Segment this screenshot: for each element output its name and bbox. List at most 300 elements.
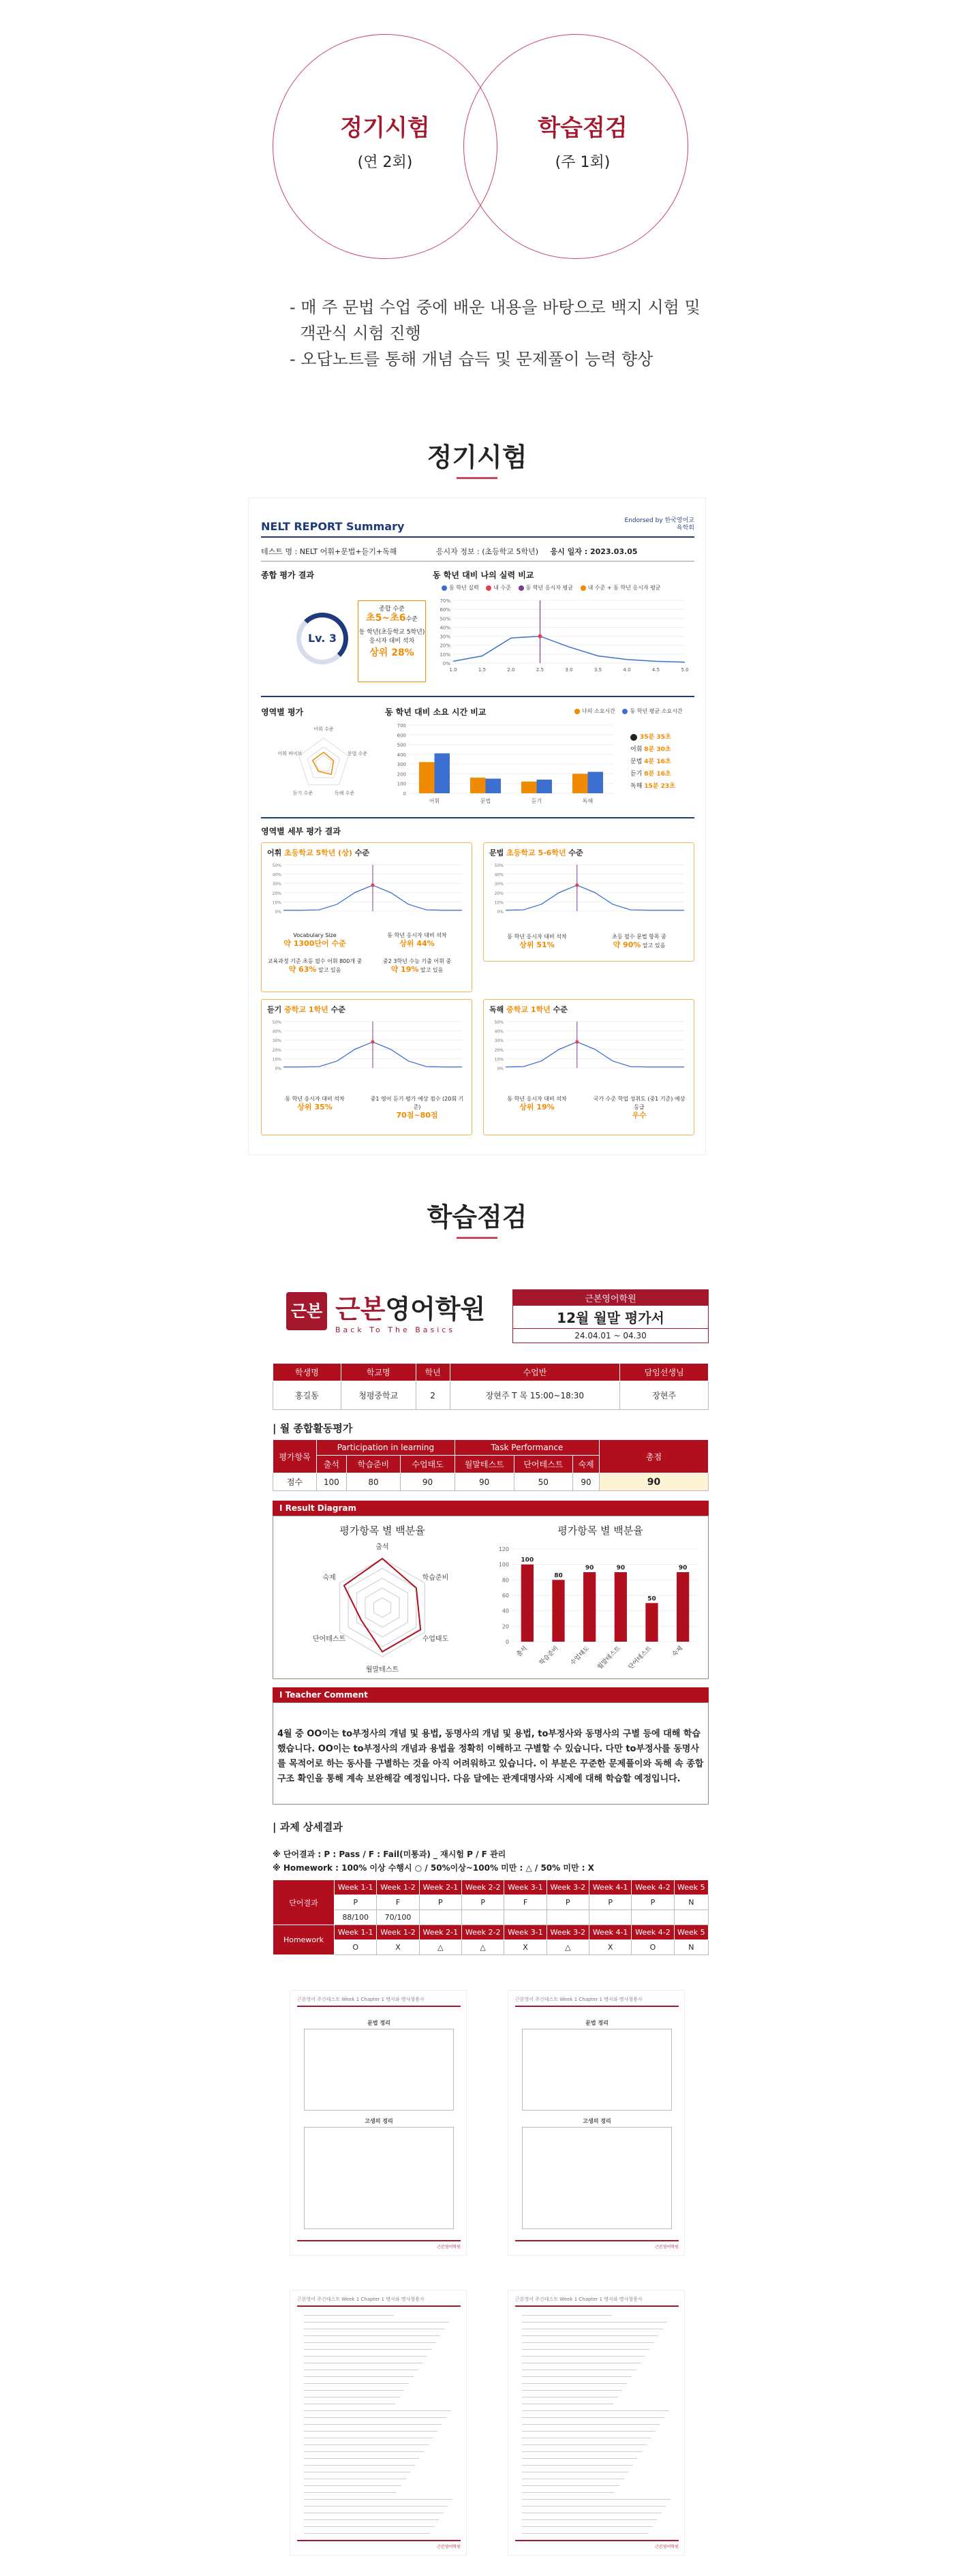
kpi: Vocabulary Size 약 1300단어 수준 <box>283 932 346 948</box>
y-tick-label: 60% <box>440 607 450 613</box>
rank-value: 상위 28% <box>369 647 414 658</box>
week-header: Week 4-1 <box>589 1925 631 1940</box>
bar <box>435 753 450 793</box>
td: 80 <box>346 1473 401 1491</box>
radar-ring <box>307 747 340 778</box>
sheet-footer: 근본영어학원 <box>297 2240 461 2250</box>
y-tick-label: 10% <box>494 900 504 906</box>
worksheet-4 <box>508 2290 685 2556</box>
td: 청평중학교 <box>341 1381 416 1410</box>
score-table <box>273 1439 709 1491</box>
text-line <box>304 2349 431 2350</box>
grammar-line-chart <box>488 861 690 929</box>
marker-point <box>371 883 375 887</box>
week-header: Week 3-2 <box>547 1925 589 1940</box>
y-tick-label: 20% <box>272 1047 281 1053</box>
section-title-check: 학습점검 <box>427 1202 527 1232</box>
report-endorse: Endorsed by 한국영어교육학회 <box>624 517 694 532</box>
week-header: Week 1-2 <box>377 1880 419 1895</box>
y-tick-label: 100 <box>498 1561 509 1568</box>
venn-left-text <box>273 109 497 172</box>
text-line <box>304 2417 446 2418</box>
radar-ring <box>365 1588 399 1627</box>
week-header: Week 4-2 <box>632 1925 674 1940</box>
bullet-item: - 오답노트를 통해 개념 습득 및 문제풀이 능력 향상 <box>290 350 653 369</box>
brand <box>286 1288 485 1334</box>
word-result-label: 단어결과 <box>273 1880 335 1925</box>
week-header: Week 5 <box>674 1880 708 1895</box>
x-tick-label: 출석 <box>515 1645 529 1659</box>
th: 학년 <box>416 1364 450 1381</box>
series-line <box>506 885 684 910</box>
report-title-box <box>512 1289 709 1343</box>
level-summary-box <box>358 600 426 682</box>
week-header: Week 3-1 <box>504 1925 547 1940</box>
radar-label: 월말테스트 <box>365 1666 399 1674</box>
text-line <box>522 2465 633 2466</box>
y-tick-label: 20% <box>440 643 450 649</box>
bar <box>677 1572 689 1642</box>
brand-name: 근본영어학원 <box>335 1294 486 1324</box>
nelt-report <box>248 497 706 1155</box>
text-line <box>304 2458 419 2459</box>
text-line <box>304 2519 439 2520</box>
level-gauge: Lv. 3 <box>296 613 348 664</box>
report-logo: NELT REPORT Summary <box>261 520 405 533</box>
kpi: 초등 필수 문법 항목 중 약 90% 알고 있음 <box>612 934 666 949</box>
th: 담임선생님 <box>620 1364 709 1381</box>
y-tick-label: 40% <box>494 1029 504 1034</box>
week-header: Week 2-2 <box>461 1880 504 1895</box>
word-result: F <box>504 1895 547 1910</box>
text-line <box>522 2533 648 2534</box>
sheet-title: 문법 정리 <box>585 2020 609 2026</box>
y-tick-label: 10% <box>440 651 450 658</box>
report-period: 24.04.01 ~ 04.30 <box>574 1331 647 1340</box>
td: 장현주 <box>620 1381 709 1410</box>
text-line <box>304 2390 404 2391</box>
homework-result: △ <box>547 1940 589 1955</box>
th: 학교명 <box>341 1364 416 1381</box>
x-tick-label: 5.0 <box>681 667 689 673</box>
text-line <box>304 2492 397 2493</box>
sheet-header: 근본영어 주간테스트 Week 1 Chapter 1 명사와 명사형용사 <box>515 1996 679 2007</box>
homework-result: X <box>504 1940 547 1955</box>
y-tick-label: 20% <box>494 891 504 896</box>
y-tick-label: 700 <box>397 723 406 729</box>
text-line <box>522 2417 664 2418</box>
y-tick-label: 300 <box>397 762 406 768</box>
text-line <box>522 2376 632 2377</box>
kpi: 동 학년 응시자 대비 석차 상위 44% <box>387 932 447 948</box>
total-score: 90 <box>600 1473 709 1491</box>
text-line <box>522 2335 658 2336</box>
y-tick-label: 600 <box>397 733 406 739</box>
text-line <box>304 2356 427 2357</box>
bar <box>645 1603 658 1642</box>
legend-item: 내 수준 <box>493 585 512 591</box>
report-date: 응시 일자 : 2023.03.05 <box>550 547 638 556</box>
y-tick-label: 0% <box>275 910 281 915</box>
grade-compare-heading: 동 학년 대비 나의 실력 비교 <box>433 570 534 580</box>
th: 총점 <box>600 1440 709 1473</box>
bar <box>588 772 604 793</box>
td: 2 <box>416 1381 450 1410</box>
text-line <box>304 2465 415 2466</box>
bar <box>521 782 537 793</box>
y-tick-label: 70% <box>440 598 450 604</box>
word-result: N <box>674 1895 708 1910</box>
x-tick-label: 4.0 <box>623 667 631 673</box>
legend-item: 나의 소요시간 <box>582 708 615 714</box>
sheet-table <box>304 2127 454 2229</box>
text-line <box>304 2342 436 2343</box>
week-header: Week 1-1 <box>335 1880 377 1895</box>
x-tick-label: 어휘 <box>429 798 440 804</box>
word-score <box>461 1910 504 1925</box>
homework-result: X <box>377 1940 419 1955</box>
x-tick-label: 2.5 <box>536 667 544 673</box>
th: 평가항목 <box>273 1440 317 1473</box>
report-info <box>261 546 694 562</box>
homework-result: O <box>632 1940 674 1955</box>
block-reading <box>483 999 694 1135</box>
time-item: 독해 15분 23초 <box>630 783 675 790</box>
bullet-item: - 매 주 문법 수업 중에 배운 내용을 바탕으로 백지 시험 및 <box>290 298 701 317</box>
radar-label: 출석 <box>375 1544 389 1551</box>
bar <box>615 1572 627 1642</box>
y-tick-label: 0% <box>497 910 504 915</box>
radar-ring <box>348 1568 416 1646</box>
bar <box>537 780 553 793</box>
venn-right-text <box>470 109 695 172</box>
kpi: 중1 영어 듣기 평가 예상 점수 (20회 기준) 70점~80점 <box>370 1096 464 1120</box>
word-result: P <box>461 1895 504 1910</box>
td: 장현주 T 목 15:00~18:30 <box>450 1381 620 1410</box>
week-header: Week 3-2 <box>547 1880 589 1895</box>
th: 수업태도 <box>401 1456 455 1473</box>
text-line <box>522 2492 615 2493</box>
bar <box>470 778 486 793</box>
kpi: 동 학년 응시자 대비 석차 상위 19% <box>507 1096 567 1111</box>
text-line <box>522 2349 649 2350</box>
y-tick-label: 0 <box>403 791 406 797</box>
sheet-title: 고생의 정리 <box>583 2118 611 2124</box>
x-tick-label: 단어테스트 <box>627 1645 653 1671</box>
time-item: 어휘 8분 30초 <box>630 746 671 753</box>
time-heading: 동 학년 대비 소요 시간 비교 <box>385 707 487 717</box>
kpi: 동 학년 응시자 대비 석차 상위 35% <box>285 1096 345 1111</box>
td: 90 <box>401 1473 455 1491</box>
homework-legend: ※ Homework : 100% 이상 수행시 ○ / 50%이상~100% 미만 : △ / 50% 미만 : X <box>273 1863 594 1873</box>
text-line <box>522 2356 645 2357</box>
th: 출석 <box>317 1456 347 1473</box>
homework-result: N <box>674 1940 708 1955</box>
sheet-header: 근본영어 주간테스트 Week 1 Chapter 1 명사와 명사형용사 <box>297 2296 461 2307</box>
text-line <box>522 2424 660 2425</box>
td: 90 <box>455 1473 514 1491</box>
sheet-footer: 근본영어학원 <box>515 2540 679 2549</box>
sheet-title: 문법 정리 <box>367 2020 390 2026</box>
th: 수업반 <box>450 1364 620 1381</box>
th: 월말테스트 <box>455 1456 514 1473</box>
y-tick-label: 500 <box>397 742 406 748</box>
marker-point <box>371 1040 375 1043</box>
week-header: Week 1-2 <box>377 1925 419 1940</box>
text-line <box>522 2444 647 2445</box>
word-score: 70/100 <box>377 1910 419 1925</box>
x-tick-label: 숙제 <box>671 1645 685 1659</box>
report-header <box>261 517 694 538</box>
block-title: 문법 초등학교 5-6학년 수준 <box>489 848 583 857</box>
radar-label: 듣기 수준 <box>292 791 313 797</box>
word-score <box>632 1910 674 1925</box>
y-tick-label: 10% <box>272 900 281 906</box>
text-line <box>522 2315 612 2316</box>
teacher-comment-panel <box>273 1702 709 1805</box>
kpi: 동 학년 응시자 대비 석차 상위 51% <box>507 934 567 949</box>
radar-label: 문법 수준 <box>347 750 368 756</box>
word-score <box>589 1910 631 1925</box>
y-tick-label: 30% <box>272 882 281 887</box>
th: 학습준비 <box>346 1456 401 1473</box>
y-tick-label: 80 <box>502 1577 509 1584</box>
kpi: 국가 수준 학업 성취도 (중1 기준) 예상 등급 우수 <box>593 1096 686 1120</box>
text-line <box>304 2444 429 2445</box>
report-divider <box>261 817 694 818</box>
sheet-footer: 근본영어학원 <box>515 2240 679 2250</box>
y-tick-label: 50% <box>272 1020 281 1025</box>
y-tick-label: 50% <box>494 863 504 868</box>
time-legend <box>569 707 683 715</box>
y-tick-label: 40% <box>272 1029 281 1034</box>
bar-title: 평가항목 별 백분율 <box>557 1524 643 1537</box>
y-tick-label: 40% <box>494 872 504 878</box>
report-examinee: 응시자 정보 : (초등학교 5학년) <box>435 547 539 556</box>
td: 90 <box>573 1473 600 1491</box>
teacher-comment-label: I Teacher Comment <box>273 1687 709 1702</box>
time-list <box>630 731 675 793</box>
bar <box>419 762 435 793</box>
time-bar-chart <box>388 720 620 808</box>
x-tick-label: 수업태도 <box>569 1645 591 1667</box>
academy-name: 근본영어학원 <box>513 1290 708 1306</box>
week-header: Week 2-2 <box>461 1925 504 1940</box>
y-tick-label: 10% <box>494 1057 504 1062</box>
kpi: 중2 3학년 수능 기출 어휘 중 약 19% 알고 있음 <box>382 958 452 974</box>
word-score: 88/100 <box>335 1910 377 1925</box>
y-tick-label: 50% <box>272 863 281 868</box>
y-tick-label: 40% <box>440 625 450 631</box>
sheet-table <box>522 2127 672 2229</box>
section-divider <box>457 1237 497 1239</box>
text-line <box>304 2431 437 2432</box>
word-legend: ※ 단어결과 : P : Pass / F : Fail(미통과) _ 재시험 P / F 관리 <box>273 1850 506 1859</box>
week-header: Week 4-1 <box>589 1880 631 1895</box>
y-tick-label: 400 <box>397 752 406 758</box>
y-tick-label: 20% <box>272 891 281 896</box>
worksheet-3 <box>290 2290 467 2556</box>
text-line <box>304 2410 451 2411</box>
section-divider <box>457 477 497 479</box>
series-line <box>506 1042 684 1067</box>
series-line <box>453 637 685 662</box>
teacher-comment: 4월 중 OO이는 to부정사의 개념 및 용법, 동명사의 개념 및 용법, to부정사와 동명사의 구별 등에 대해 학습했습니다. OO이는 to부정사의 개념과 용법을 정확히 이해하고 구별할 수 있습니다. 다만 to부정사를 동명사를 목적어로 하는 동사를 구별하는 것을 아직 어려워하고 있습니다. 이 부분은 꾸준한 문제풀이와 독해 속 종합 구조 확인을 통해 계속 보완해갈 예정입니다. 다음 달에는 관계대명사와 시제에 대해 학습할 예정입니다. <box>277 1729 704 1784</box>
text-line <box>522 2526 652 2527</box>
listening-line-chart <box>266 1017 467 1086</box>
overall-section-label: | 월 종합활동평가 <box>273 1422 353 1435</box>
text-line <box>522 2499 671 2500</box>
x-tick-label: 문법 <box>480 798 491 804</box>
homework-label: Homework <box>273 1925 335 1955</box>
legend-item: 동 학년 평균 소요시간 <box>630 708 683 714</box>
legend-item: 동 학년 응시자 평균 <box>525 585 574 591</box>
th: 학생명 <box>273 1364 341 1381</box>
homework-result: △ <box>461 1940 504 1955</box>
x-tick-label: 4.5 <box>651 667 660 673</box>
text-line <box>522 2451 642 2452</box>
x-tick-label: 3.5 <box>594 667 602 673</box>
week-header: Week 4-2 <box>632 1880 674 1895</box>
word-score <box>674 1910 708 1925</box>
td: 100 <box>317 1473 347 1491</box>
y-tick-label: 40% <box>272 872 281 878</box>
venn-right-title: 학습점검 <box>538 114 628 142</box>
y-tick-label: 0% <box>497 1067 504 1071</box>
radar-area <box>344 1559 420 1652</box>
bar <box>572 773 588 793</box>
y-tick-label: 100 <box>397 781 406 787</box>
text-line <box>522 2383 627 2384</box>
word-result: F <box>377 1895 419 1910</box>
report-test-name: 테스트 명 : NELT 어휘+문법+듣기+독해 <box>261 547 397 556</box>
x-tick-label: 1.5 <box>478 667 487 673</box>
block-title: 듣기 중학교 1학년 수준 <box>267 1005 345 1014</box>
radar-label: 독해 수준 <box>334 791 355 797</box>
th: Participation in learning <box>317 1440 455 1456</box>
sheet-text-lines <box>522 2315 672 2547</box>
text-line <box>304 2451 424 2452</box>
word-result: P <box>589 1895 631 1910</box>
homework-result: △ <box>419 1940 461 1955</box>
venn-diagram <box>273 34 695 259</box>
level-label: 종합 수준 <box>379 606 405 613</box>
text-line <box>304 2526 434 2527</box>
kpi: 교육과정 기준 초등 필수 어휘 800개 중 약 63% 알고 있음 <box>267 958 363 974</box>
data-label: 90 <box>616 1565 626 1571</box>
text-line <box>522 2342 654 2343</box>
block-title: 독해 중학교 1학년 수준 <box>489 1005 568 1014</box>
result-diagram-panel <box>273 1516 709 1679</box>
x-tick-label: 2.0 <box>507 667 515 673</box>
text-line <box>304 2424 442 2425</box>
text-line <box>304 2485 401 2486</box>
venn-left-sub: (연 2회) <box>357 154 413 171</box>
bar <box>583 1572 596 1642</box>
time-item: 듣기 8분 16초 <box>630 771 671 778</box>
y-tick-label: 0 <box>505 1639 509 1645</box>
weekly-task-table <box>273 1880 709 1955</box>
bullet-list <box>290 294 701 372</box>
y-tick-label: 200 <box>397 771 406 778</box>
radar-label: 학습준비 <box>422 1574 449 1582</box>
text-line <box>304 2376 414 2377</box>
brand-slogan: Back To The Basics <box>335 1325 456 1334</box>
text-line <box>304 2383 409 2384</box>
x-tick-label: 1.0 <box>449 667 457 673</box>
x-tick-label: 3.0 <box>565 667 573 673</box>
block-title: 어휘 초등학교 5학년 (상) 수준 <box>267 848 369 857</box>
venn-right-sub: (주 1회) <box>555 154 611 171</box>
word-result: P <box>547 1895 589 1910</box>
result-diagram-label: I Result Diagram <box>273 1501 709 1516</box>
data-label: 90 <box>678 1565 688 1571</box>
x-tick-label: 독해 <box>582 798 594 804</box>
y-tick-label: 30% <box>494 882 504 887</box>
x-tick-label: 월말테스트 <box>596 1645 622 1671</box>
block-grammar <box>483 842 694 962</box>
homework-result: O <box>335 1940 377 1955</box>
radar-label: 단어테스트 <box>312 1636 346 1643</box>
score-bar-chart <box>491 1539 703 1676</box>
vocab-line-chart <box>266 861 467 929</box>
report-divider <box>261 696 694 697</box>
student-info-table <box>273 1363 709 1410</box>
radar-label: 어휘 바이브 <box>277 750 303 756</box>
sheet-header: 근본영어 주간테스트 Week 1 Chapter 1 명사와 명사형용사 <box>297 1996 461 2007</box>
text-line <box>522 2431 656 2432</box>
task-section-label: | 과제 상세결과 <box>273 1821 343 1833</box>
week-header: Week 2-1 <box>419 1880 461 1895</box>
level-range: 초5~초6 <box>366 613 406 624</box>
time-item: 문법 4분 16초 <box>630 758 671 765</box>
area-radar-chart <box>276 720 371 808</box>
homework-result: X <box>589 1940 631 1955</box>
data-label: 80 <box>554 1572 563 1580</box>
text-line <box>522 2390 622 2391</box>
y-tick-label: 30% <box>440 634 450 640</box>
y-tick-label: 50% <box>494 1020 504 1025</box>
grade-line-chart <box>433 594 692 682</box>
td: 홍길동 <box>273 1381 341 1410</box>
y-tick-label: 50% <box>440 616 450 622</box>
y-tick-label: 30% <box>272 1039 281 1044</box>
y-tick-label: 120 <box>498 1546 509 1552</box>
th: 숙제 <box>573 1456 600 1473</box>
bar <box>521 1565 534 1642</box>
data-label: 90 <box>585 1565 594 1571</box>
legend-item: 내 수준 + 동 학년 응시자 평균 <box>587 585 661 591</box>
report-title: 12월 월말 평가서 <box>513 1306 708 1329</box>
td: 점수 <box>273 1473 317 1491</box>
sheet-text-lines <box>304 2315 454 2547</box>
y-tick-label: 0% <box>275 1067 281 1071</box>
radar-ring <box>374 1598 391 1618</box>
marker-point <box>538 634 542 639</box>
sheet-header: 근본영어 주간테스트 Week 1 Chapter 1 명사와 명사형용사 <box>515 2296 679 2307</box>
data-label: 100 <box>521 1557 534 1564</box>
radar-ring <box>340 1559 425 1657</box>
legend-item: 동 학년 실력 <box>449 585 479 591</box>
word-score <box>419 1910 461 1925</box>
word-result: P <box>419 1895 461 1910</box>
data-label: 50 <box>647 1595 656 1603</box>
text-line <box>304 2315 394 2316</box>
text-line <box>522 2485 619 2486</box>
y-tick-label: 20% <box>494 1047 504 1053</box>
y-tick-label: 0% <box>442 661 450 666</box>
marker-point <box>575 883 579 887</box>
